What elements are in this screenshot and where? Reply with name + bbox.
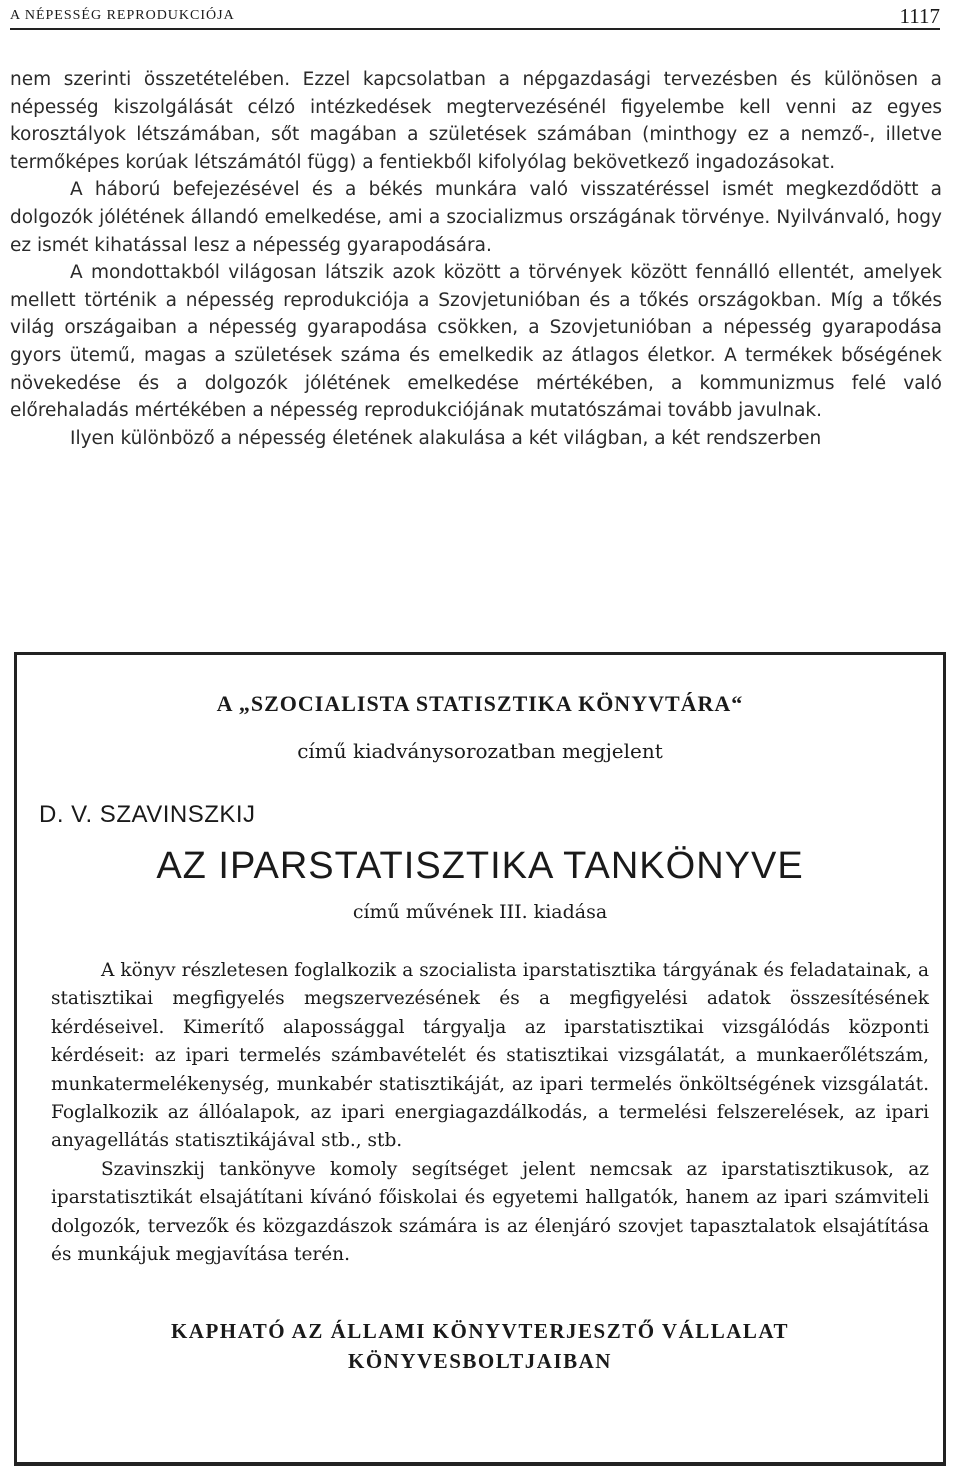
body-paragraph: A mondottakból világosan látszik azok között a törvények között fennálló ellentét, amelyek mellett történik a népesség reprodukciója a Szovjetunióban és a tőkés országokban. Míg a tőkés világ országaiban a népesség gyarapodása csökken, a Szovjetunióban a népesség gyarapodása gyors ütemű, magas a születések száma és emelkedik az átlagos életkor. A termékek bőségének növekedése és a dolgozók jólétének emelkedése mértékében, a kommunizmus felé való előrehaladás mértékében a népesség reprodukciójának mutatószámai tovább javulnak. [10, 262, 942, 422]
book-title: AZ IPARSTATISZTIKA TANKÖNYVE [156, 845, 804, 887]
availability-notice [17, 1303, 943, 1393]
availability-line-2: KÖNYVESBOLTJAIBAN [348, 1349, 612, 1373]
advertisement-description [51, 957, 929, 1269]
availability-line-1: KAPHATÓ AZ ÁLLAMI KÖNYVTERJESZTŐ VÁLLALAT [170, 1319, 790, 1343]
book-edition: című művének III. kiadása [352, 901, 608, 923]
ad-paragraph: Szavinszkij tankönyve komoly segítséget jelent nemcsak az iparstatisztikusok, az iparstatisztikát elsajátítani kívánó főiskolai és egyetemi hallgatók, hanem az ipari számviteli dolgozók, tervezők és közgazdászok számára is az élenjáró szovjet tapasztalatok elsajátítása és munkájuk megjavítása terén. [51, 1158, 929, 1266]
header-title: A NÉPESSÉG REPRODUKCIÓJA [10, 8, 235, 23]
page-number: 1117 [899, 4, 940, 28]
body-paragraph: Ilyen különböző a népesség életének alakulása a két világban, a két rendszerben [70, 427, 822, 449]
body-paragraph: A háború befejezésével és a békés munkára való visszatéréssel ismét megkezdődött a dolgozók jólétének állandó emelkedése, ami a szocializmus országának törvénye. Nyilvánvaló, hogy ez ismét kihatással lesz a népesség gyarapodására. [10, 179, 942, 256]
ad-paragraph: A könyv részletesen foglalkozik a szocialista iparstatisztika tárgyának és feladatainak, a statisztikai megfigyelés megszervezésének és a megfigyelési adatok összesítésének kérdéseivel. Kimerítő alapossággal tárgyalja az iparstatisztikai vizsgálódás központi kérdéseit: az ipari termelés számbavételét és statisztikai vizsgálatát, a munkaerőlétszám, munkatermelékenység, munkabér statisztikáját, az ipari termelés önköltségének vizsgálatát. Foglalkozik az állóalapok, az ipari energiagazdálkodás, a termelési felszerelések, az ipari anyagellátás statisztikájával stb., stb. [51, 960, 929, 1152]
running-header [10, 4, 940, 30]
book-advertisement [14, 652, 946, 1462]
body-paragraph: nem szerinti összetételében. Ezzel kapcsolatban a népgazdasági tervezésben és különösen a népesség kiszolgálását célzó intézkedések megtervezésénél figyelembe kell venni az egyes korosztályok létszámában, sőt magában a születések számában (minthogy ez a nemző-, illetve termőképes korúak létszámától függ) a fentiekből kifolyólag bekövetkező ingadozásokat. [10, 69, 942, 173]
book-author: D. V. SZAVINSZKIJ [39, 801, 256, 828]
article-body [10, 66, 942, 452]
series-title: A „SZOCIALISTA STATISZTIKA KÖNYVTÁRA“ [216, 691, 744, 716]
series-subtitle: című kiadványsorozatban megjelent [297, 739, 663, 763]
